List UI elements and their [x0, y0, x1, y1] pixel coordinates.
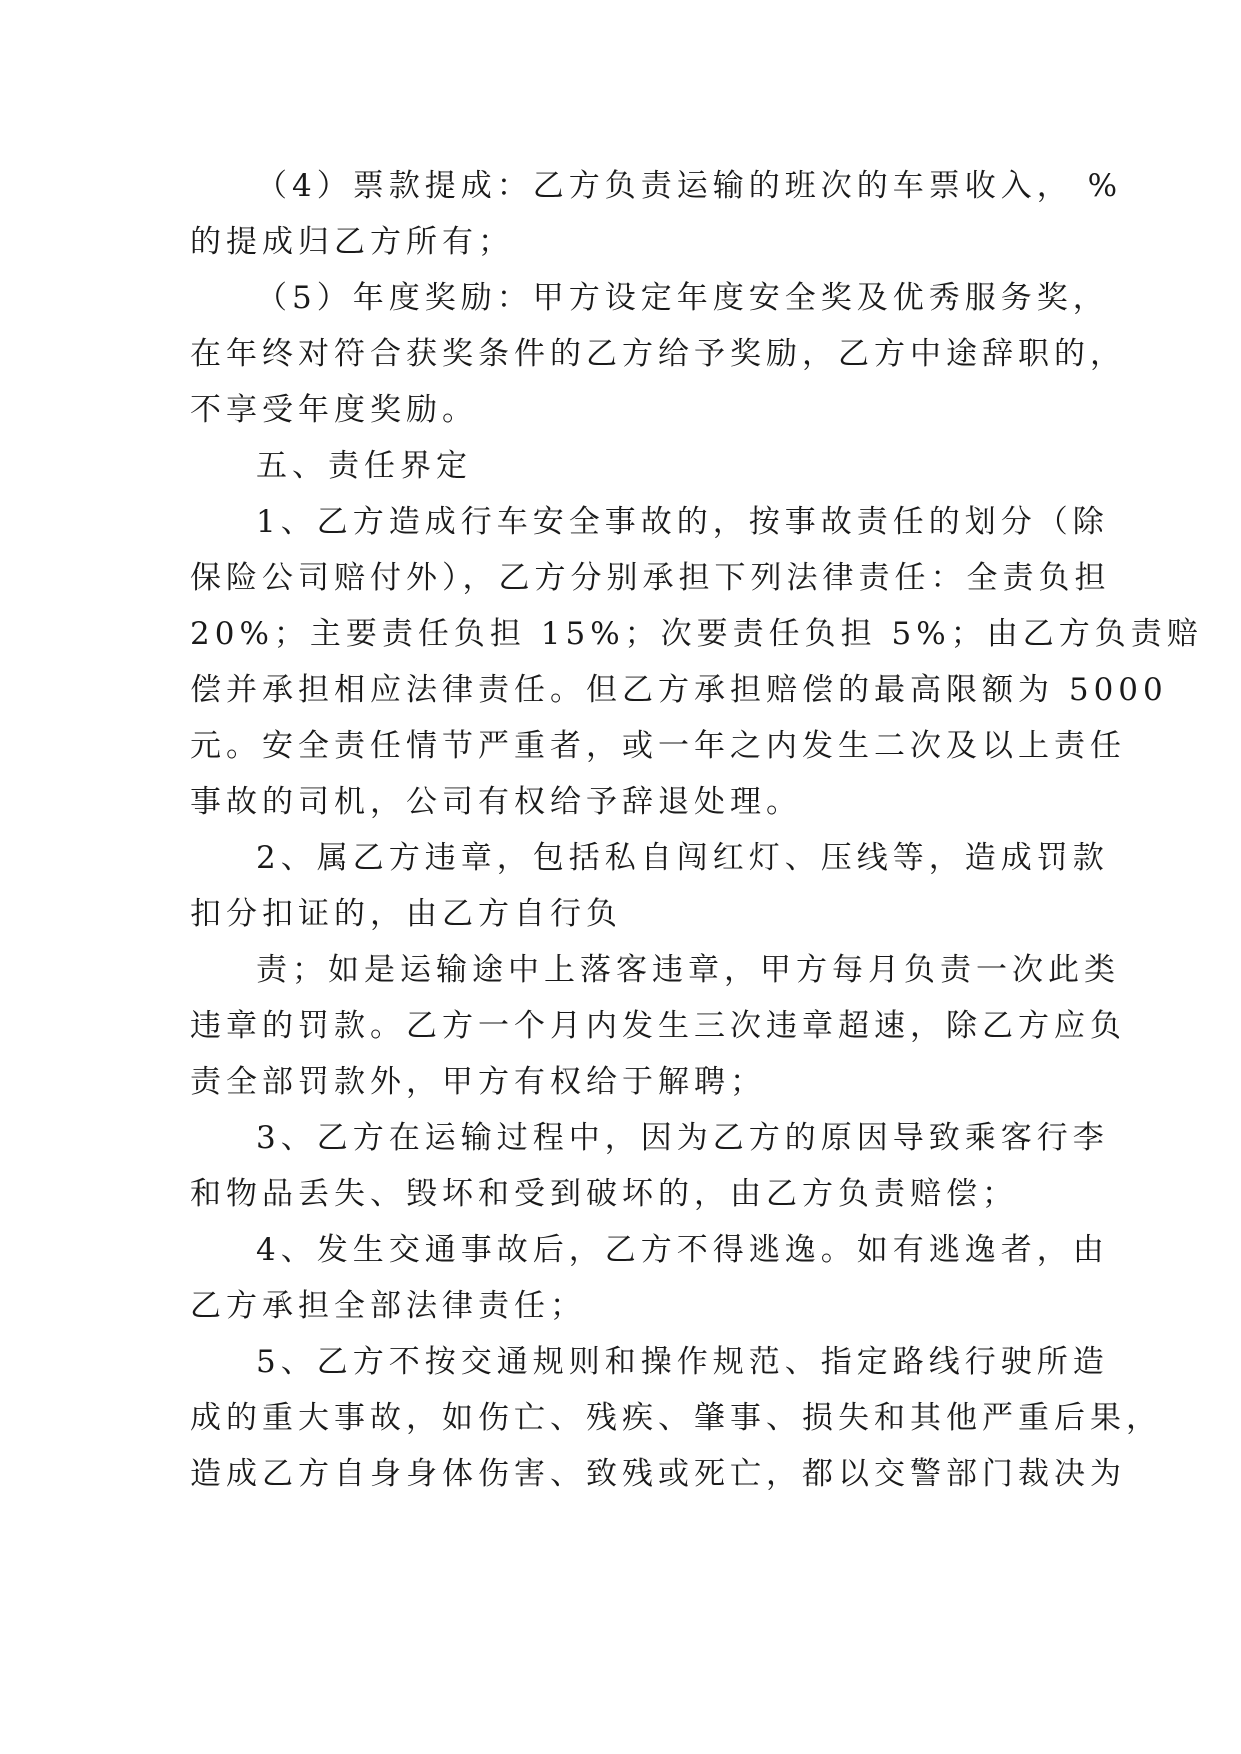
text-line-ticket-commission: （4）票款提成：乙方负责运输的班次的车票收入， % [256, 168, 1123, 204]
text-line-clause-1: 1、乙方造成行车安全事故的，按事故责任的划分（除 [256, 504, 1109, 540]
text-line: 责；如是运输途中上落客违章，甲方每月负责一次此类 [256, 952, 1120, 988]
text-line: 偿并承担相应法律责任。但乙方承担赔偿的最高限额为 5000 [190, 672, 1168, 708]
text-line-clause-3: 3、乙方在运输过程中，因为乙方的原因导致乘客行李 [256, 1120, 1109, 1156]
text-line: 违章的罚款。乙方一个月内发生三次违章超速，除乙方应负 [190, 1008, 1126, 1044]
text-line: 乙方承担全部法律责任； [190, 1288, 586, 1324]
text-line: 和物品丢失、毁坏和受到破坏的，由乙方负责赔偿； [190, 1176, 1018, 1212]
text-line: 20%；主要责任负担 15%；次要责任负担 5%；由乙方负责赔 [190, 616, 1203, 652]
text-line: 造成乙方自身身体伤害、致残或死亡，都以交警部门裁决为 [190, 1456, 1126, 1492]
text-line: 在年终对符合获奖条件的乙方给予奖励，乙方中途辞职的， [190, 336, 1126, 372]
section-heading-liability: 五、责任界定 [256, 448, 472, 484]
text-line: 扣分扣证的，由乙方自行负 [190, 896, 622, 932]
text-line: 不享受年度奖励。 [190, 392, 478, 428]
text-line-clause-2: 2、属乙方违章，包括私自闯红灯、压线等，造成罚款 [256, 840, 1109, 876]
text-line: 的提成归乙方所有； [190, 224, 514, 260]
text-line: 事故的司机，公司有权给予辞退处理。 [190, 784, 802, 820]
text-line-annual-reward: （5）年度奖励：甲方设定年度安全奖及优秀服务奖， [256, 280, 1109, 316]
text-line: 责全部罚款外，甲方有权给于解聘； [190, 1064, 766, 1100]
text-line-clause-5: 5、乙方不按交通规则和操作规范、指定路线行驶所造 [256, 1344, 1109, 1380]
text-line: 保险公司赔付外），乙方分别承担下列法律责任：全责负担 [190, 560, 1111, 596]
text-line: 成的重大事故，如伤亡、残疾、肇事、损失和其他严重后果， [190, 1400, 1162, 1436]
text-line: 元。安全责任情节严重者，或一年之内发生二次及以上责任 [190, 728, 1126, 764]
text-line-clause-4: 4、发生交通事故后，乙方不得逃逸。如有逃逸者，由 [256, 1232, 1109, 1268]
